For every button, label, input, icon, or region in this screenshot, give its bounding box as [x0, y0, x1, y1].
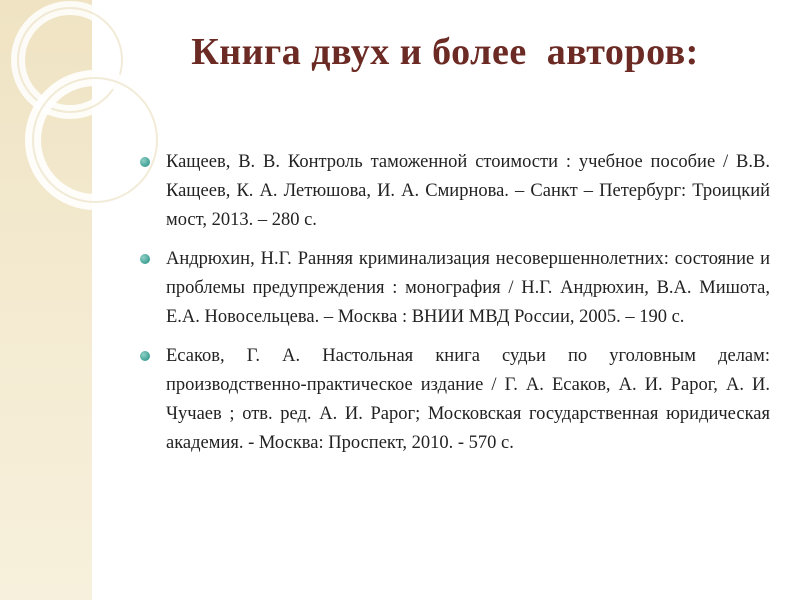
slide-title: Книга двух и более авторов:	[191, 31, 699, 73]
reference-text: Кащеев, В. В. Контроль таможенной стоимости : учебное пособие / В.В. Кащеев, К. А. Летюшова, И. А. Смирнова. – Санкт – Петербург: Троицкий мост, 2013. – 280 с.	[166, 152, 770, 230]
list-item	[138, 245, 770, 332]
reference-text: Андрюхин, Н.Г. Ранняя криминализация несовершеннолетних: состояние и проблемы предупреждения : монография / Н.Г. Андрюхин, В.А. Мишота, Е.А. Новосельцева. – Москва : ВНИИ МВД России, 2005. – 190 с.	[166, 249, 770, 327]
teal-dot-icon	[140, 351, 150, 361]
list-item	[138, 148, 770, 235]
teal-dot-icon	[140, 157, 150, 167]
teal-dot-icon	[140, 254, 150, 264]
list-item	[138, 342, 770, 458]
reference-text: Есаков, Г. А. Настольная книга судьи по уголовным делам: производственно-практическое издание / Г. А. Есаков, А. И. Рарог, А. И. Чучаев ; отв. ред. А. И. Рарог; Московская государственная юридическая академия. - Москва: Проспект, 2010. - 570 с.	[166, 346, 770, 453]
reference-list	[138, 148, 770, 468]
